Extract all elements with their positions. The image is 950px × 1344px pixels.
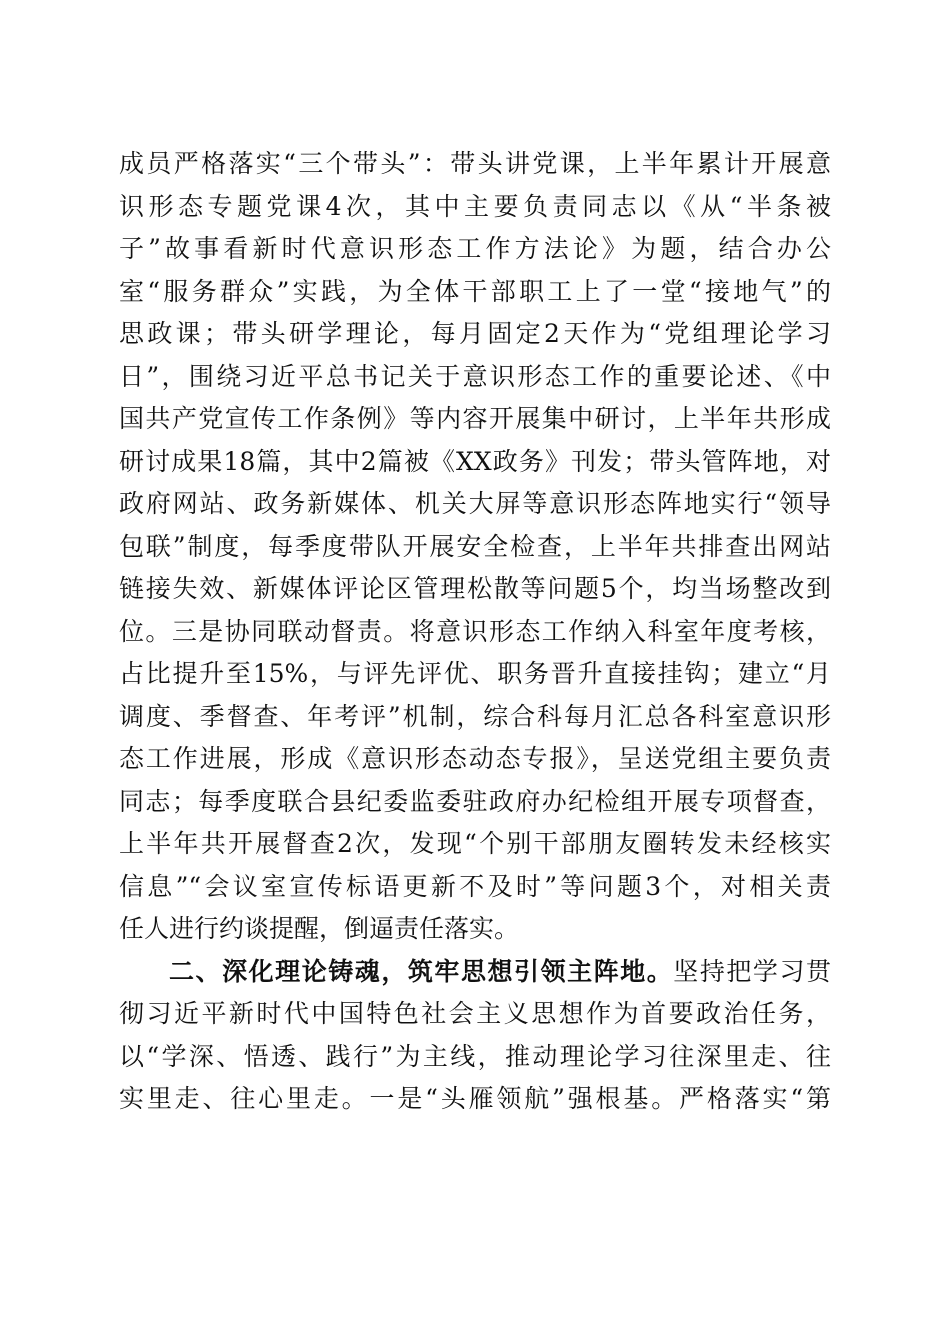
text-line: 成员严格落实“三个带头”：带头讲党课，上半年累计开展意 (119, 149, 831, 178)
text-line: 彻习近平新时代中国特色社会主义思想作为首要政治任务， (119, 999, 831, 1028)
text-line: 实里走、往心里走。一是“头雁领航”强根基。严格落实“第 (119, 1084, 831, 1113)
text-line: 态工作进展，形成《意识形态动态专报》，呈送党组主要负责 (119, 744, 831, 773)
text-line: 识形态专题党课4次，其中主要负责同志以《从“半条被 (119, 191, 831, 221)
text-line: 调度、季督查、年考评”机制，综合科每月汇总各科室意识形 (119, 701, 831, 731)
section-heading-line (119, 951, 831, 994)
text-line: 政府网站、政务新媒体、机关大屏等意识形态阵地实行“领导 (119, 489, 831, 518)
text-line: 思政课；带头研学理论，每月固定2天作为“党组理论学习 (119, 319, 831, 348)
text-line: 任人进行约谈提醒，倒逼责任落实。 (119, 914, 520, 943)
text-line: 室“服务群众”实践，为全体干部职工上了一堂“接地气”的 (119, 276, 831, 306)
text-line: 以“学深、悟透、践行”为主线，推动理论学习往深里走、往 (119, 1041, 831, 1071)
text-line: 研讨成果18篇，其中2篇被《XX政务》刊发；带头管阵地，对 (119, 446, 831, 476)
text-line: 链接失效、新媒体评论区管理松散等问题5个，均当场整改到 (119, 574, 831, 603)
section-heading: 二、深化理论铸魂，筑牢思想引领主阵地。 (169, 956, 674, 986)
text-line: 子”故事看新时代意识形态工作方法论》为题，结合办公 (119, 234, 831, 263)
text-line: 占比提升至15%，与评先评优、职务晋升直接挂钩；建立“月 (119, 659, 831, 688)
text-line: 上半年共开展督查2次，发现“个别干部朋友圈转发未经核实 (119, 829, 831, 858)
text-line: 信息”“会议室宣传标语更新不及时”等问题3个，对相关责 (119, 871, 831, 901)
document-body (119, 143, 831, 1121)
text-line: 日”，围绕习近平总书记关于意识形态工作的重要论述、《中 (119, 361, 831, 391)
text-line: 同志；每季度联合县纪委监委驻政府办纪检组开展专项督查， (119, 786, 831, 816)
section-heading-continuation: 坚持把学习贯 (673, 956, 831, 986)
text-line: 包联”制度，每季度带队开展安全检查，上半年共排查出网站 (119, 531, 831, 561)
text-line: 国共产党宣传工作条例》等内容开展集中研讨，上半年共形成 (119, 404, 831, 433)
text-line: 位。三是协同联动督责。将意识形态工作纳入科室年度考核， (119, 616, 831, 646)
